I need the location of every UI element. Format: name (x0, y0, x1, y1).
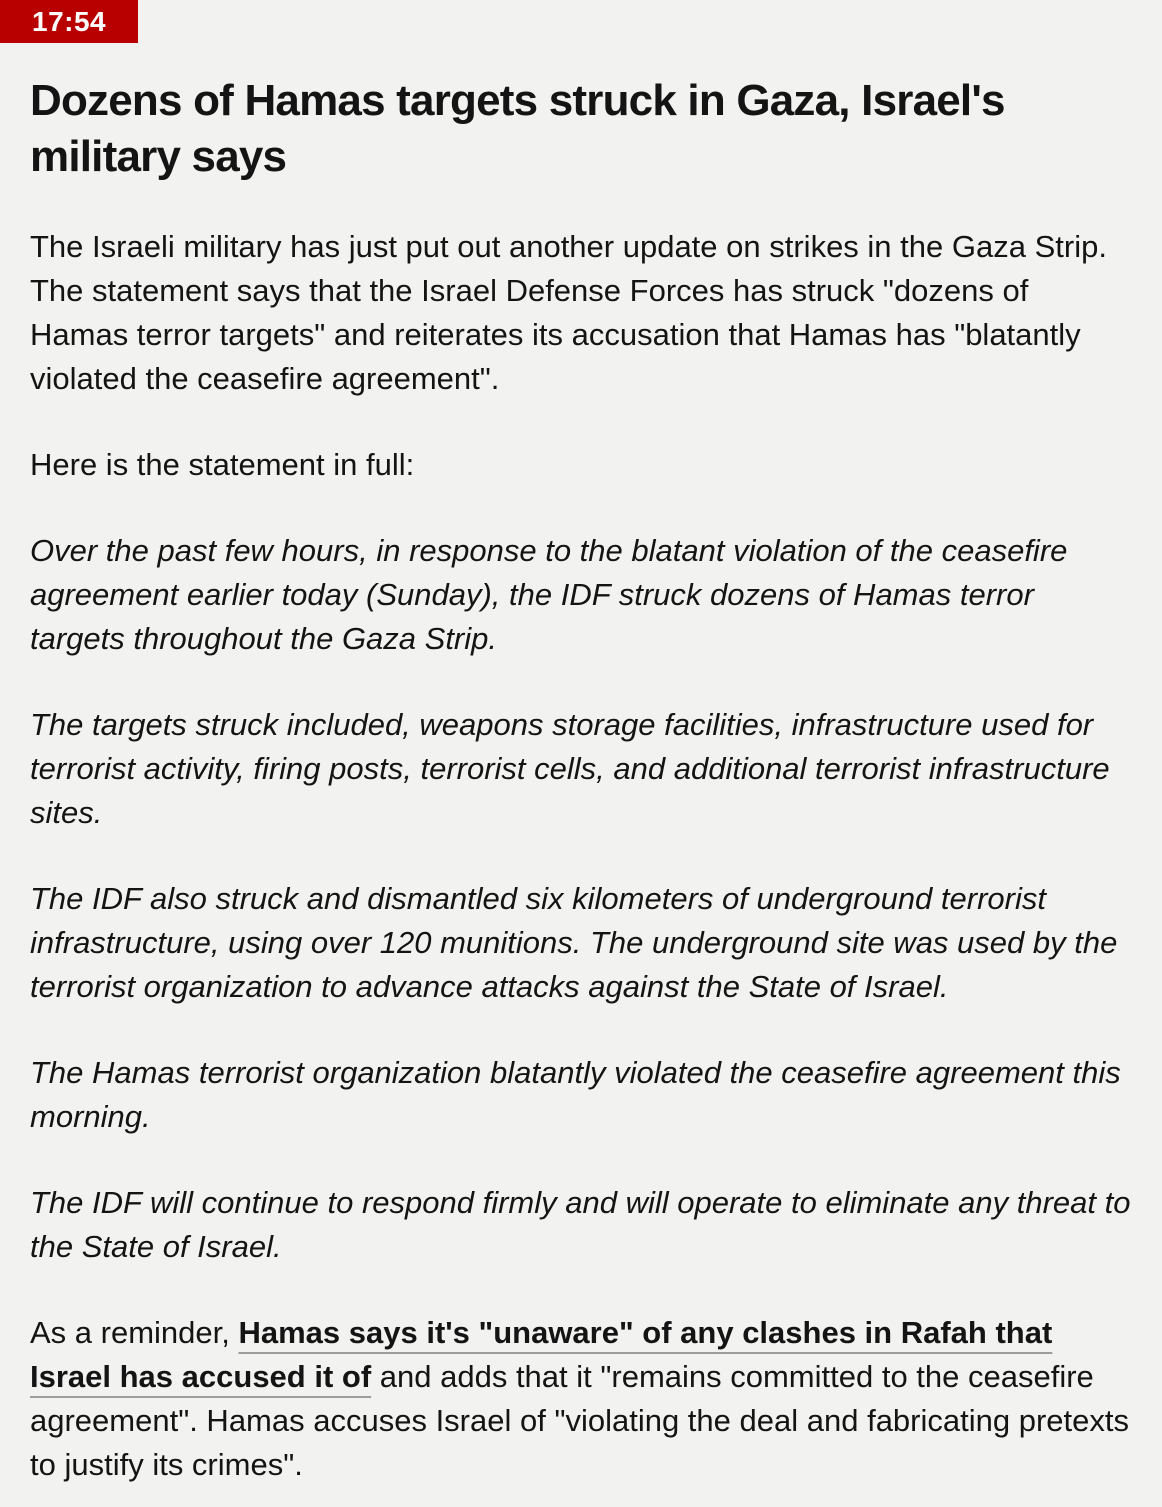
post-content (0, 73, 1162, 1507)
timestamp-label: 17:54 (32, 5, 107, 37)
statement-quote-paragraph-2: The targets struck included, weapons storage facilities, infrastructure used for terrorist activity, firing posts, terrorist cells, and additional terrorist infrastructure sites. (30, 706, 1110, 830)
statement-quote-paragraph-3: The IDF also struck and dismantled six kilometers of underground terrorist infrastructure, using over 120 munitions. The underground site was used by the terrorist organization to advance attacks against the State of Israel. (30, 880, 1118, 1004)
timestamp-badge (0, 0, 138, 43)
post-title: Dozens of Hamas targets struck in Gaza, Israel's military says (30, 76, 1005, 181)
statement-quote-paragraph-4: The Hamas terrorist organization blatantly violated the ceasefire agreement this morning. (30, 1054, 1121, 1134)
reminder-prefix: As a reminder, (30, 1314, 239, 1350)
reminder-paragraph (30, 1311, 1132, 1487)
statement-quote-paragraph-1: Over the past few hours, in response to the blatant violation of the ceasefire agreement earlier today (Sunday), the IDF struck dozens of Hamas terror targets throughout the Gaza Strip. (30, 532, 1068, 656)
intro-paragraph: The Israeli military has just put out another update on strikes in the Gaza Strip. The statement says that the Israel Defense Forces has struck "dozens of Hamas terror targets" and reiterates its accusation that Hamas has "blatantly violated the ceasefire agreement". (30, 228, 1107, 396)
statement-lead-paragraph: Here is the statement in full: (30, 446, 415, 482)
rafah-clashes-link[interactable]: Hamas says it's "unaware" of any clashes in Rafah that Israel has accused it of (30, 1314, 1053, 1394)
reminder-suffix: and adds that it "remains committed to the ceasefire agreement". Hamas accuses Israel of "violating the deal and fabricating pretexts to justify its crimes". (30, 1358, 1129, 1482)
statement-quote-paragraph-5: The IDF will continue to respond firmly and will operate to eliminate any threat to the State of Israel. (30, 1184, 1131, 1264)
